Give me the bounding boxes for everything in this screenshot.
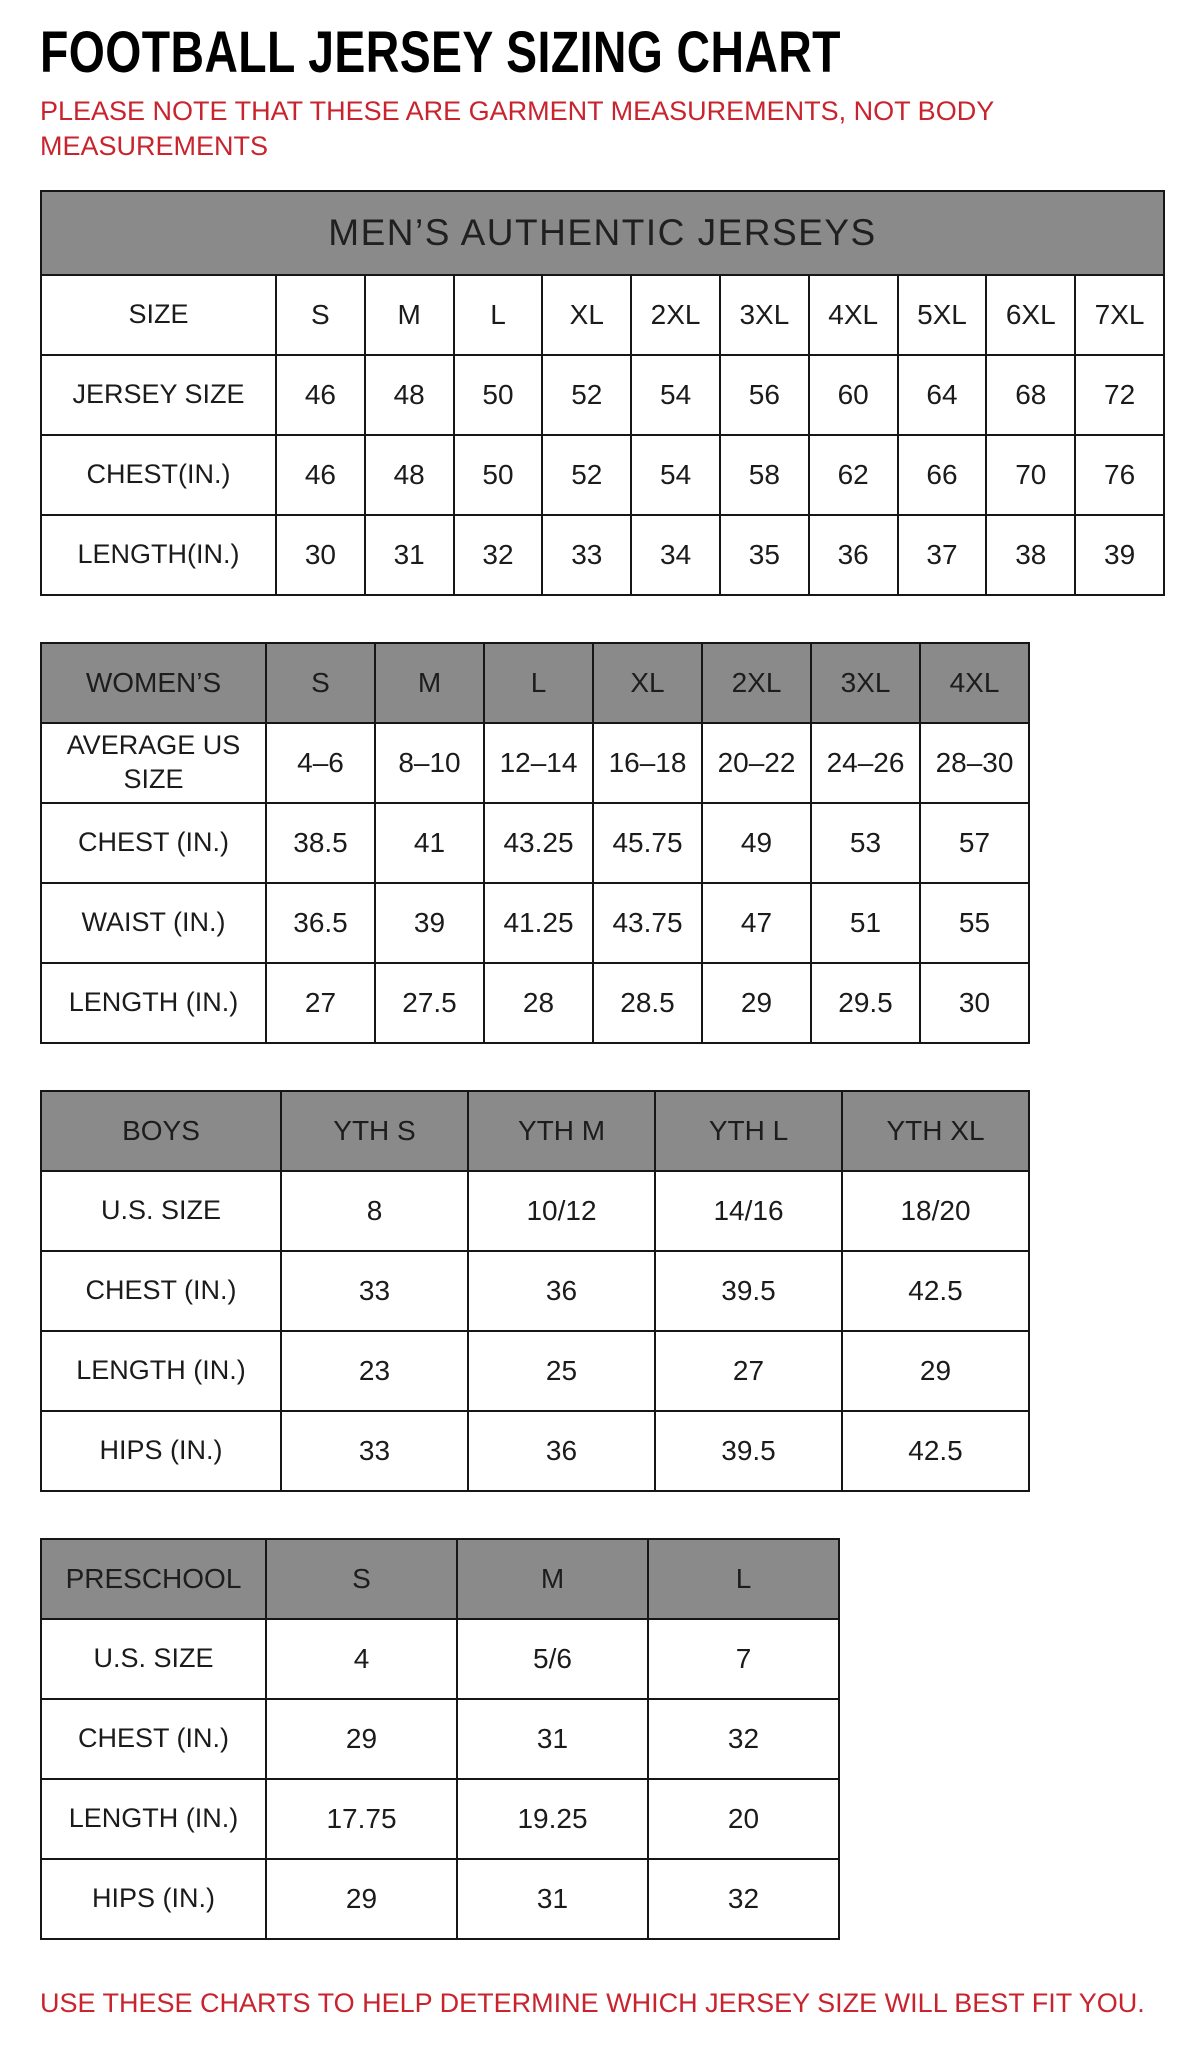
row-label: U.S. SIZE	[41, 1619, 266, 1699]
size-header-cell: M	[375, 643, 484, 723]
size-value-cell: 62	[809, 435, 898, 515]
table-row	[41, 435, 1164, 515]
table-row	[41, 515, 1164, 595]
size-value-cell: 41.25	[484, 883, 593, 963]
size-value-cell: 7XL	[1075, 275, 1164, 355]
size-value-cell: 70	[986, 435, 1075, 515]
size-value-cell: 25	[468, 1331, 655, 1411]
size-header-cell: L	[484, 643, 593, 723]
size-value-cell: 32	[648, 1859, 839, 1939]
preschool-jerseys-table	[40, 1538, 840, 1940]
size-value-cell: 49	[702, 803, 811, 883]
size-value-cell: 64	[898, 355, 987, 435]
size-value-cell: 4–6	[266, 723, 375, 803]
table-title-cell: PRESCHOOL	[41, 1539, 266, 1619]
size-header-cell: M	[457, 1539, 648, 1619]
size-value-cell: 38	[986, 515, 1075, 595]
size-value-cell: 4XL	[809, 275, 898, 355]
size-value-cell: 53	[811, 803, 920, 883]
size-value-cell: 29	[266, 1859, 457, 1939]
size-value-cell: XL	[542, 275, 631, 355]
table-row	[41, 275, 1164, 355]
size-value-cell: 52	[542, 435, 631, 515]
size-value-cell: 39	[375, 883, 484, 963]
boys-jerseys-table	[40, 1090, 1030, 1492]
size-value-cell: 55	[920, 883, 1029, 963]
table-row	[41, 723, 1029, 803]
size-value-cell: 27	[266, 963, 375, 1043]
size-value-cell: 45.75	[593, 803, 702, 883]
size-value-cell: 54	[631, 355, 720, 435]
size-value-cell: 52	[542, 355, 631, 435]
size-value-cell: 72	[1075, 355, 1164, 435]
size-value-cell: 30	[920, 963, 1029, 1043]
size-value-cell: 39.5	[655, 1411, 842, 1491]
size-value-cell: 20	[648, 1779, 839, 1859]
size-value-cell: 33	[542, 515, 631, 595]
size-value-cell: 60	[809, 355, 898, 435]
size-value-cell: 43.75	[593, 883, 702, 963]
size-value-cell: 57	[920, 803, 1029, 883]
row-label: LENGTH (IN.)	[41, 963, 266, 1043]
size-value-cell: 56	[720, 355, 809, 435]
size-value-cell: 48	[365, 355, 454, 435]
size-value-cell: 38.5	[266, 803, 375, 883]
row-label: JERSEY SIZE	[41, 355, 276, 435]
size-value-cell: 30	[276, 515, 365, 595]
size-value-cell: 7	[648, 1619, 839, 1699]
size-value-cell: 48	[365, 435, 454, 515]
size-value-cell: 20–22	[702, 723, 811, 803]
table-banner-row	[41, 191, 1164, 275]
size-value-cell: 68	[986, 355, 1075, 435]
size-value-cell: 66	[898, 435, 987, 515]
row-label: LENGTH(IN.)	[41, 515, 276, 595]
size-value-cell: 8–10	[375, 723, 484, 803]
row-label: HIPS (IN.)	[41, 1859, 266, 1939]
size-header-cell: S	[266, 1539, 457, 1619]
size-value-cell: 23	[281, 1331, 468, 1411]
table-row	[41, 1619, 839, 1699]
size-value-cell: 37	[898, 515, 987, 595]
row-label: U.S. SIZE	[41, 1171, 281, 1251]
size-header-cell: YTH XL	[842, 1091, 1029, 1171]
table-row	[41, 1411, 1029, 1491]
size-value-cell: 36	[468, 1411, 655, 1491]
table-header-row	[41, 1091, 1029, 1171]
size-value-cell: 28	[484, 963, 593, 1043]
size-value-cell: 10/12	[468, 1171, 655, 1251]
row-label: CHEST (IN.)	[41, 803, 266, 883]
size-value-cell: 39	[1075, 515, 1164, 595]
row-label: LENGTH (IN.)	[41, 1779, 266, 1859]
size-value-cell: 16–18	[593, 723, 702, 803]
size-value-cell: 50	[454, 435, 543, 515]
size-value-cell: 31	[457, 1859, 648, 1939]
size-header-cell: YTH M	[468, 1091, 655, 1171]
size-value-cell: 46	[276, 355, 365, 435]
size-header-cell: 3XL	[811, 643, 920, 723]
size-value-cell: 28.5	[593, 963, 702, 1043]
size-value-cell: 41	[375, 803, 484, 883]
row-label: HIPS (IN.)	[41, 1411, 281, 1491]
size-value-cell: 29	[266, 1699, 457, 1779]
table-row	[41, 1171, 1029, 1251]
table-row	[41, 355, 1164, 435]
size-header-cell: XL	[593, 643, 702, 723]
size-header-cell: YTH L	[655, 1091, 842, 1171]
size-value-cell: 17.75	[266, 1779, 457, 1859]
size-value-cell: 2XL	[631, 275, 720, 355]
size-value-cell: 33	[281, 1411, 468, 1491]
size-header-cell: 2XL	[702, 643, 811, 723]
size-value-cell: 36.5	[266, 883, 375, 963]
size-value-cell: 29	[842, 1331, 1029, 1411]
size-header-cell: S	[266, 643, 375, 723]
size-value-cell: 33	[281, 1251, 468, 1331]
size-value-cell: 27	[655, 1331, 842, 1411]
womens-jerseys-table	[40, 642, 1030, 1044]
size-value-cell: 5/6	[457, 1619, 648, 1699]
table-row	[41, 883, 1029, 963]
size-value-cell: 18/20	[842, 1171, 1029, 1251]
size-value-cell: 36	[468, 1251, 655, 1331]
table-row	[41, 963, 1029, 1043]
size-value-cell: 27.5	[375, 963, 484, 1043]
table-header-row	[41, 1539, 839, 1619]
size-value-cell: S	[276, 275, 365, 355]
size-value-cell: 50	[454, 355, 543, 435]
size-value-cell: 31	[457, 1699, 648, 1779]
size-value-cell: 47	[702, 883, 811, 963]
table-row	[41, 1779, 839, 1859]
table-title-cell: BOYS	[41, 1091, 281, 1171]
size-value-cell: 39.5	[655, 1251, 842, 1331]
size-value-cell: 42.5	[842, 1411, 1029, 1491]
table-title-cell: WOMEN’S	[41, 643, 266, 723]
mens-authentic-jerseys-table	[40, 190, 1165, 596]
size-value-cell: 3XL	[720, 275, 809, 355]
table-row	[41, 1859, 839, 1939]
size-value-cell: 76	[1075, 435, 1164, 515]
table-header-row	[41, 643, 1029, 723]
size-value-cell: 36	[809, 515, 898, 595]
size-value-cell: 35	[720, 515, 809, 595]
size-value-cell: 8	[281, 1171, 468, 1251]
row-label: AVERAGE US SIZE	[41, 723, 266, 803]
row-label: CHEST(IN.)	[41, 435, 276, 515]
row-label: LENGTH (IN.)	[41, 1331, 281, 1411]
size-value-cell: 24–26	[811, 723, 920, 803]
size-value-cell: 19.25	[457, 1779, 648, 1859]
row-label: SIZE	[41, 275, 276, 355]
size-value-cell: 34	[631, 515, 720, 595]
size-value-cell: 46	[276, 435, 365, 515]
size-value-cell: 29.5	[811, 963, 920, 1043]
size-value-cell: 58	[720, 435, 809, 515]
size-header-cell: L	[648, 1539, 839, 1619]
size-value-cell: 4	[266, 1619, 457, 1699]
size-value-cell: 5XL	[898, 275, 987, 355]
size-header-cell: YTH S	[281, 1091, 468, 1171]
size-value-cell: 32	[648, 1699, 839, 1779]
size-value-cell: 28–30	[920, 723, 1029, 803]
table-row	[41, 803, 1029, 883]
size-value-cell: 29	[702, 963, 811, 1043]
table-row	[41, 1331, 1029, 1411]
table-banner: MEN’S AUTHENTIC JERSEYS	[41, 191, 1164, 275]
size-value-cell: 54	[631, 435, 720, 515]
size-value-cell: 51	[811, 883, 920, 963]
best-fit-note: USE THESE CHARTS TO HELP DETERMINE WHICH JERSEY SIZE WILL BEST FIT YOU.	[40, 1988, 1145, 2019]
size-value-cell: 6XL	[986, 275, 1075, 355]
row-label: WAIST (IN.)	[41, 883, 266, 963]
size-value-cell: 12–14	[484, 723, 593, 803]
size-value-cell: M	[365, 275, 454, 355]
size-value-cell: 42.5	[842, 1251, 1029, 1331]
size-value-cell: 31	[365, 515, 454, 595]
row-label: CHEST (IN.)	[41, 1699, 266, 1779]
size-value-cell: 43.25	[484, 803, 593, 883]
size-header-cell: 4XL	[920, 643, 1029, 723]
row-label: CHEST (IN.)	[41, 1251, 281, 1331]
page-title: FOOTBALL JERSEY SIZING CHART	[40, 20, 841, 85]
garment-measurements-note: PLEASE NOTE THAT THESE ARE GARMENT MEASUREMENTS, NOT BODY MEASUREMENTS	[40, 96, 994, 162]
table-row	[41, 1251, 1029, 1331]
size-value-cell: 14/16	[655, 1171, 842, 1251]
size-value-cell: 32	[454, 515, 543, 595]
size-value-cell: L	[454, 275, 543, 355]
table-row	[41, 1699, 839, 1779]
